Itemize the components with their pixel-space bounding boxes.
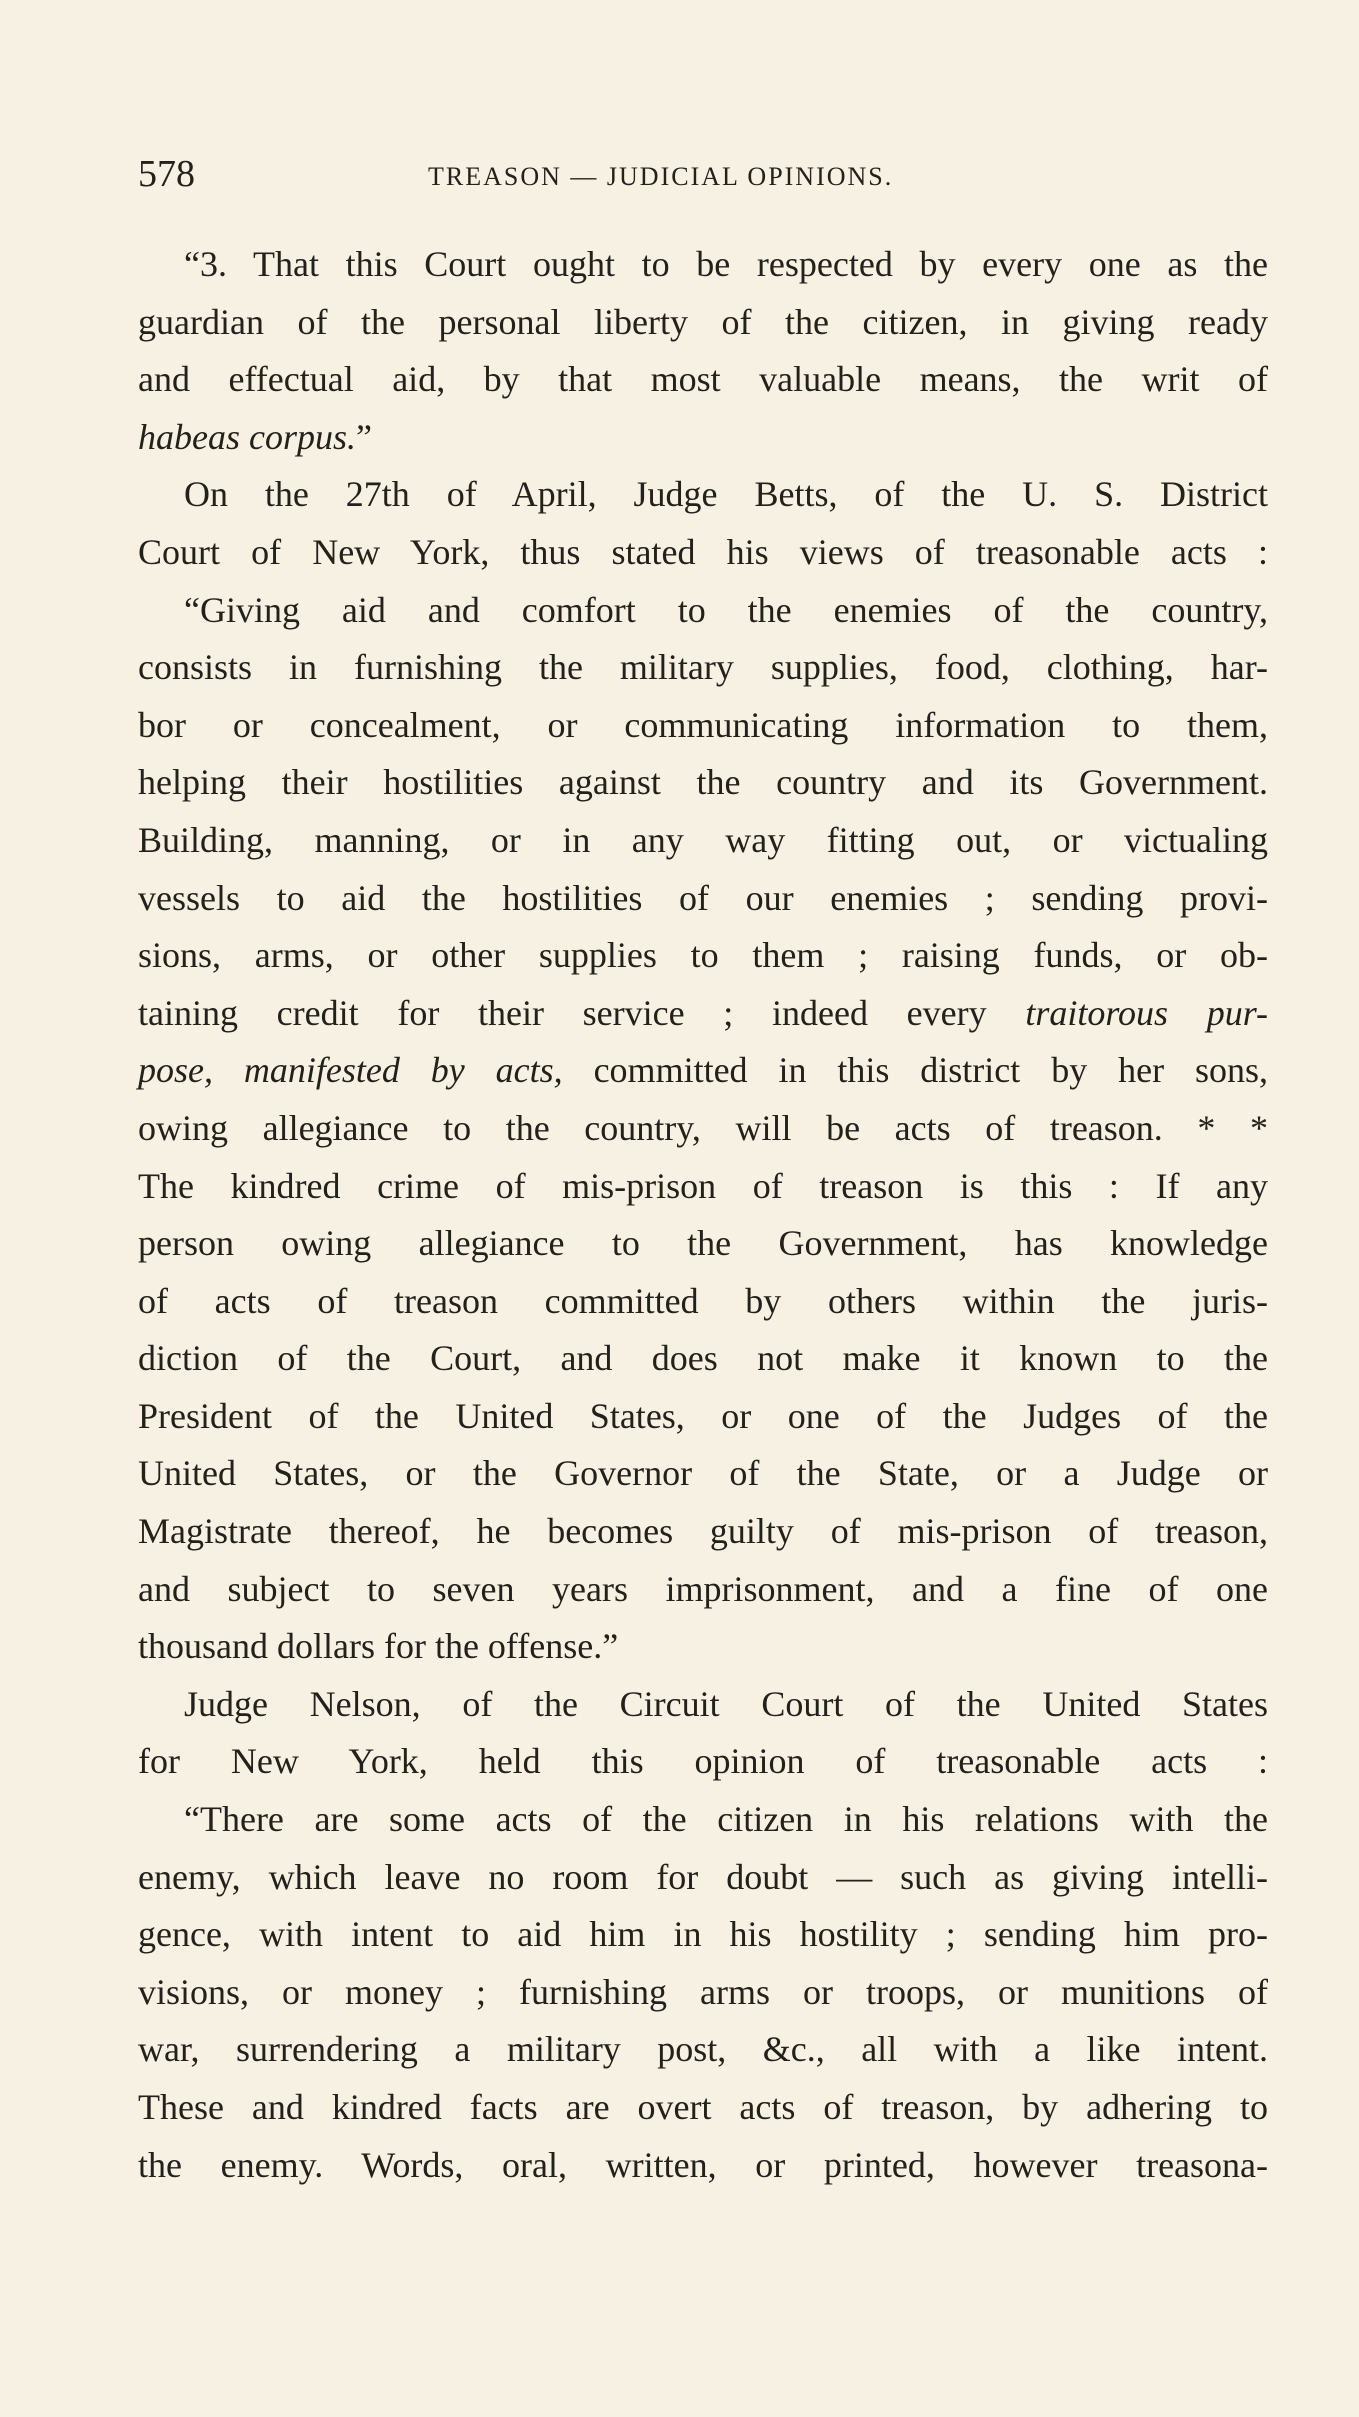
text-line: visions, or money ; furnishing arms or troops, or munitions of [138,1971,1268,2012]
text-line: person owing allegiance to the Government, has knowledge [138,1223,1268,1264]
page-number: 578 [138,153,195,195]
italic-phrase: habeas corpus. [138,416,356,457]
text-line: thousand dollars for the offense.” [138,1626,619,1667]
italic-phrase: traitorous pur- [1025,992,1268,1033]
text-line: of acts of treason committed by others within the juris- [138,1280,1268,1321]
text-line: The kindred crime of mis-prison of treason is this : If any [138,1165,1268,1206]
text-line: for New York, held this opinion of treasonable acts : [138,1741,1268,1782]
page-header [138,152,1268,202]
text-line: and subject to seven years imprisonment, and a fine of one [138,1568,1268,1609]
text-line: and effectual aid, by that most valuable means, the writ of [138,359,1268,400]
text-line: diction of the Court, and does not make it known to the [138,1338,1268,1379]
text-line: consists in furnishing the military supplies, food, clothing, har- [138,647,1268,688]
text-line-mixed: taining credit for their service ; indeed every traitorous pur- [138,992,1268,1033]
text-line: vessels to aid the hostilities of our enemies ; sending provi- [138,877,1268,918]
text-line: Magistrate thereof, he becomes guilty of mis-prison of treason, [138,1511,1268,1552]
text-line: United States, or the Governor of the State, or a Judge or [138,1453,1268,1494]
body-text [138,236,1268,2194]
text-line: helping their hostilities against the country and its Government. [138,762,1268,803]
text-line: guardian of the personal liberty of the citizen, in giving ready [138,301,1268,342]
text-line: owing allegiance to the country, will be acts of treason. * * [138,1107,1268,1148]
text-line: On the 27th of April, Judge Betts, of the U. S. District [184,474,1268,515]
text-line: “There are some acts of the citizen in his relations with the [184,1799,1268,1840]
text-line: enemy, which leave no room for doubt — such as giving intelli- [138,1856,1268,1897]
text-line: the enemy. Words, oral, written, or printed, however treasona- [138,2144,1268,2185]
text-line: gence, with intent to aid him in his hostility ; sending him pro- [138,1914,1268,1955]
text-line: war, surrendering a military post, &c., all with a like intent. [138,2029,1268,2070]
text-line: President of the United States, or one of the Judges of the [138,1395,1268,1436]
text-line: Court of New York, thus stated his views of treasonable acts : [138,531,1268,572]
italic-phrase: pose, manifested by acts, [138,1050,563,1091]
running-head: TREASON — JUDICIAL OPINIONS. [428,162,894,191]
text-line: “3. That this Court ought to be respected by every one as the [184,244,1268,284]
text-line-mixed: pose, manifested by acts, committed in this district by her sons, [138,1050,1269,1091]
text-line: Building, manning, or in any way fitting out, or victualing [138,819,1268,860]
text-line: bor or concealment, or communicating information to them, [138,704,1268,745]
text-line: “Giving aid and comfort to the enemies of the country, [184,589,1268,630]
text-line: Judge Nelson, of the Circuit Court of the United States [184,1683,1268,1724]
text-line-italic: habeas corpus.” [138,416,372,457]
text-line: These and kindred facts are overt acts of treason, by adhering to [138,2087,1268,2127]
text-line: sions, arms, or other supplies to them ; raising funds, or ob- [138,935,1268,976]
